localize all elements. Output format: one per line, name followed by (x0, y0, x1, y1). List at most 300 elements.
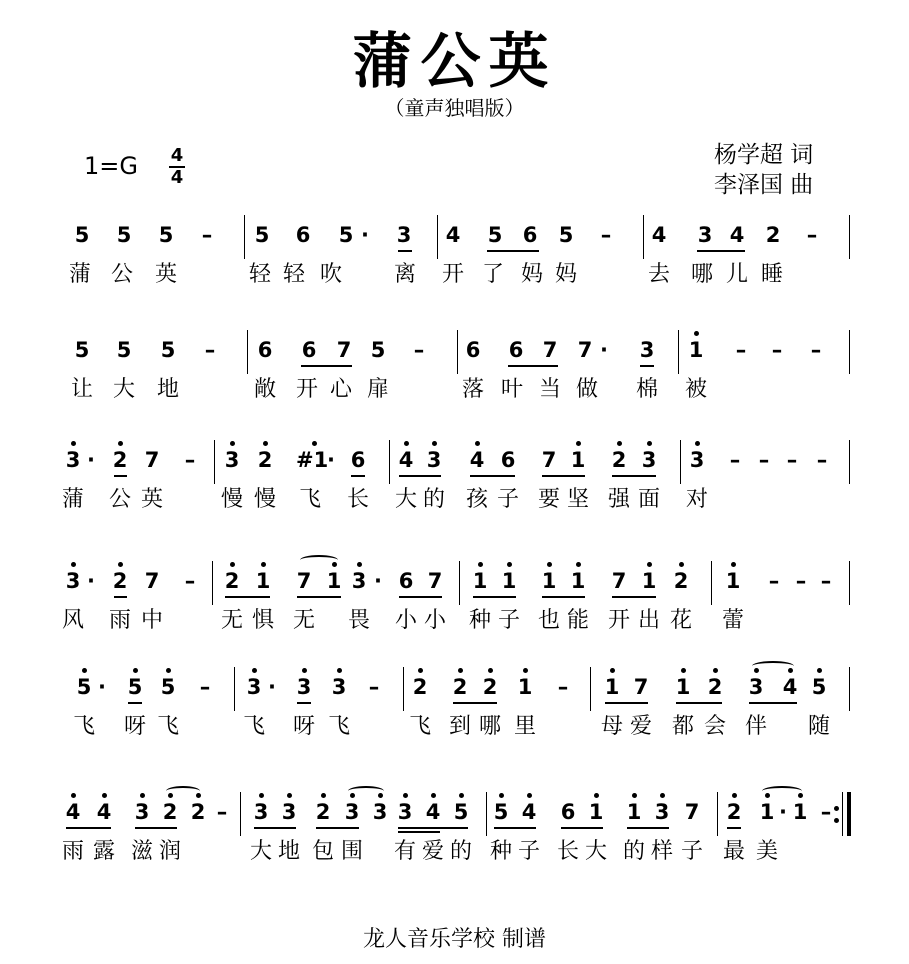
note: 4 (65, 800, 81, 824)
lyric-char: 出 (637, 608, 660, 633)
note: 7 (296, 569, 312, 593)
lyric-char: 包 (311, 839, 334, 864)
beam-underline (494, 827, 536, 829)
dotted-note-dot: · (98, 675, 106, 699)
note: 2 (707, 675, 723, 699)
lyric-char: 强 (607, 487, 630, 512)
note: 6 (508, 338, 524, 362)
beam-underline (727, 827, 741, 829)
sustain-dash: – (795, 569, 807, 593)
lyric-char: 大 (249, 839, 272, 864)
lyric-char: 能 (566, 608, 589, 633)
note: 1 (326, 569, 342, 593)
octave-dot (488, 668, 493, 673)
note: 7 (336, 338, 352, 362)
note: 3 (296, 675, 312, 699)
sustain-dash: – (413, 338, 425, 362)
sustain-dash: – (184, 569, 196, 593)
note: 5 (558, 223, 574, 247)
lyric-char: 最 (722, 839, 745, 864)
lyric-char: 到 (448, 714, 471, 739)
lyric-char: 样 (650, 839, 673, 864)
lyric-char: 大 (394, 487, 417, 512)
barline (849, 440, 850, 484)
note: 5 (338, 223, 354, 247)
beam-underline (453, 702, 497, 704)
octave-dot (527, 793, 532, 798)
sustain-dash: – (216, 800, 228, 824)
dotted-note-dot: · (87, 569, 95, 593)
octave-dot (788, 668, 793, 673)
beam-underline (399, 475, 441, 477)
barline (678, 330, 679, 374)
beam-underline (135, 827, 177, 829)
beam-underline (508, 365, 558, 367)
lyric-char: 子 (680, 839, 703, 864)
notation-row (0, 792, 909, 912)
octave-dot (732, 793, 737, 798)
beam-underline (542, 596, 585, 598)
note: 7 (542, 338, 558, 362)
lyric-char: 面 (637, 487, 660, 512)
note: 3 (396, 223, 412, 247)
lyric-char: 扉 (366, 377, 389, 402)
lyric-char: 儿 (725, 262, 748, 287)
lyric-char: 子 (517, 839, 540, 864)
beam-underline (640, 365, 654, 367)
octave-dot (660, 793, 665, 798)
note: 3 (639, 338, 655, 362)
barline (457, 330, 458, 374)
octave-dot (140, 793, 145, 798)
note: 2 (257, 448, 273, 472)
lyric-char: 坚 (566, 487, 589, 512)
octave-dot (71, 793, 76, 798)
note: 1 (541, 569, 557, 593)
note: 3 (65, 448, 81, 472)
note: 3 (281, 800, 297, 824)
note: 5 (493, 800, 509, 824)
octave-dot (647, 562, 652, 567)
lyric-char: 妈 (554, 262, 577, 287)
octave-dot (230, 562, 235, 567)
song-title: 蒲公英 (352, 27, 557, 97)
beam-underline (612, 475, 656, 477)
lyric-char: 当 (538, 377, 561, 402)
note: 1 (792, 800, 808, 824)
lyric-char: 被 (684, 377, 707, 402)
note: 5 (116, 223, 132, 247)
note: 5 (74, 223, 90, 247)
lyric-char: 无 (220, 608, 243, 633)
lyric-char: 蒲 (61, 487, 84, 512)
octave-dot (507, 562, 512, 567)
note: 5 (74, 338, 90, 362)
octave-dot (133, 668, 138, 673)
beam-underline (473, 596, 516, 598)
note: 7 (427, 569, 443, 593)
octave-dot (378, 793, 383, 798)
note: 3 (748, 675, 764, 699)
note: 7 (633, 675, 649, 699)
lyric-char: 风 (61, 608, 84, 633)
note: 5 (158, 223, 174, 247)
barline (849, 330, 850, 374)
note: 2 (673, 569, 689, 593)
note: 5 (453, 800, 469, 824)
note: 2 (726, 800, 742, 824)
note: 3 (246, 675, 262, 699)
lyric-char: 飞 (156, 714, 179, 739)
note: 3 (397, 800, 413, 824)
octave-dot (431, 793, 436, 798)
lyric-char: 做 (575, 377, 598, 402)
lyric-char: 子 (496, 487, 519, 512)
octave-dot (432, 441, 437, 446)
beam-underline (254, 827, 296, 829)
barline (680, 440, 681, 484)
note: 2 (452, 675, 468, 699)
note: 1 (604, 675, 620, 699)
barline (717, 792, 718, 836)
dotted-note-dot: · (361, 223, 369, 247)
note: 1 (641, 569, 657, 593)
note: 3 (697, 223, 713, 247)
beam-underline (128, 702, 142, 704)
beam-underline (398, 250, 412, 252)
barline (849, 667, 850, 711)
sustain-dash: – (199, 675, 211, 699)
octave-dot (679, 562, 684, 567)
note: 5 (370, 338, 386, 362)
lyric-char: 雨 (61, 839, 84, 864)
lyric-char: 美 (755, 839, 778, 864)
sustain-dash: – (600, 223, 612, 247)
note: 3 (134, 800, 150, 824)
sustain-dash: – (368, 675, 380, 699)
lyricist-credit: 杨学超 词 (714, 142, 814, 168)
sustain-dash: – (768, 569, 780, 593)
lyric-char: 的 (422, 487, 445, 512)
lyric-char: 叶 (500, 377, 523, 402)
lyric-char: 爱 (421, 839, 444, 864)
beam-underline (316, 827, 359, 829)
octave-dot (694, 331, 699, 336)
lyric-char: 要 (537, 487, 560, 512)
note: 1 (472, 569, 488, 593)
sustain-dash: – (771, 338, 783, 362)
note: 7 (144, 448, 160, 472)
beam-underline (225, 596, 270, 598)
beam-underline (114, 596, 127, 598)
note: 1 (626, 800, 642, 824)
beam-underline (470, 475, 515, 477)
octave-dot (713, 668, 718, 673)
lyric-char: 的 (449, 839, 472, 864)
lyric-char: 飞 (327, 714, 350, 739)
barline (403, 667, 404, 711)
lyric-char: 也 (537, 608, 560, 633)
octave-dot (695, 441, 700, 446)
octave-dot (478, 562, 483, 567)
sustain-dash: – (820, 800, 832, 824)
barline (849, 561, 850, 605)
dotted-note-dot: · (268, 675, 276, 699)
composer-credit: 李泽国 曲 (714, 172, 814, 198)
lyric-char: 开 (607, 608, 630, 633)
octave-dot (765, 793, 770, 798)
sustain-dash: – (810, 338, 822, 362)
note: 1 (570, 448, 586, 472)
dotted-note-dot: · (374, 569, 382, 593)
octave-dot (499, 793, 504, 798)
beam-underline (676, 702, 722, 704)
note: 1 (675, 675, 691, 699)
lyric-char: 蕾 (721, 608, 744, 633)
octave-dot (681, 668, 686, 673)
sustain-dash: – (557, 675, 569, 699)
octave-dot (404, 441, 409, 446)
octave-dot (647, 441, 652, 446)
octave-dot (798, 793, 803, 798)
lyric-char: 去 (647, 262, 670, 287)
beam-underline (561, 827, 603, 829)
note: 2 (765, 223, 781, 247)
lyric-char: 中 (140, 608, 163, 633)
octave-dot (261, 562, 266, 567)
barline (389, 440, 390, 484)
note: #1 (296, 448, 329, 472)
lyric-char: 长 (346, 487, 369, 512)
lyric-char: 慢 (253, 487, 276, 512)
footer-credit: 龙人音乐学校 制谱 (363, 927, 546, 952)
note: 6 (560, 800, 576, 824)
lyric-char: 飞 (408, 714, 431, 739)
note: 1 (501, 569, 517, 593)
beam-underline (66, 827, 111, 829)
note: 2 (412, 675, 428, 699)
octave-dot (263, 441, 268, 446)
barline (590, 667, 591, 711)
note: 3 (253, 800, 269, 824)
lyric-char: 随 (807, 714, 830, 739)
notation-row (0, 667, 909, 787)
lyric-char: 心 (329, 377, 352, 402)
final-barline-thin (842, 792, 843, 836)
barline (244, 215, 245, 259)
octave-dot (168, 793, 173, 798)
lyric-char: 哪 (478, 714, 501, 739)
octave-dot (102, 793, 107, 798)
lyric-char: 呀 (123, 714, 146, 739)
octave-dot (332, 562, 337, 567)
octave-dot (118, 441, 123, 446)
beam-underline (351, 475, 365, 477)
beam-underline (697, 250, 745, 252)
sustain-dash: – (204, 338, 216, 362)
note: 1 (759, 800, 775, 824)
octave-dot (403, 793, 408, 798)
note: 3 (65, 569, 81, 593)
note: 6 (350, 448, 366, 472)
meter-bottom: 4 (170, 167, 184, 188)
note: 4 (469, 448, 485, 472)
beam-underline (605, 702, 648, 704)
note: 4 (398, 448, 414, 472)
octave-dot (576, 562, 581, 567)
octave-dot (475, 441, 480, 446)
lyric-char: 润 (158, 839, 181, 864)
note: 6 (522, 223, 538, 247)
lyric-char: 大 (584, 839, 607, 864)
lyric-char: 都 (671, 714, 694, 739)
octave-dot (259, 793, 264, 798)
key-signature: 1=G (84, 152, 138, 180)
lyric-char: 离 (393, 262, 416, 287)
dotted-note-dot: · (779, 800, 787, 824)
beam-underline (627, 827, 669, 829)
barline (437, 215, 438, 259)
octave-dot (547, 562, 552, 567)
note: 5 (127, 675, 143, 699)
sustain-dash: – (184, 448, 196, 472)
octave-dot (71, 441, 76, 446)
octave-dot (754, 668, 759, 673)
note: 6 (257, 338, 273, 362)
note: 5 (116, 338, 132, 362)
lyric-char: 长 (556, 839, 579, 864)
octave-dot (731, 562, 736, 567)
sustain-dash: – (758, 448, 770, 472)
note: 4 (782, 675, 798, 699)
lyric-char: 孩 (465, 487, 488, 512)
lyric-char: 有 (393, 839, 416, 864)
octave-dot (230, 441, 235, 446)
note: 4 (425, 800, 441, 824)
beam-underline (297, 596, 341, 598)
note: 6 (301, 338, 317, 362)
beam-underline (487, 250, 539, 252)
notation-row (0, 215, 909, 335)
sustain-dash: – (735, 338, 747, 362)
beam-underline (301, 365, 352, 367)
note: 4 (521, 800, 537, 824)
note: 4 (651, 223, 667, 247)
note: 2 (190, 800, 206, 824)
dotted-note-dot: · (327, 448, 335, 472)
lyric-char: 让 (70, 377, 93, 402)
note: 6 (398, 569, 414, 593)
lyric-char: 落 (461, 377, 484, 402)
lyric-char: 棉 (635, 377, 658, 402)
sustain-dash: – (786, 448, 798, 472)
lyric-char: 妈 (520, 262, 543, 287)
octave-dot (350, 793, 355, 798)
meter-top: 4 (170, 145, 184, 166)
octave-dot (196, 793, 201, 798)
octave-dot (418, 668, 423, 673)
note: 1 (725, 569, 741, 593)
octave-dot (118, 562, 123, 567)
note: 3 (351, 569, 367, 593)
octave-dot (610, 668, 615, 673)
lyric-char: 睡 (760, 262, 783, 287)
barline (849, 215, 850, 259)
note: 7 (541, 448, 557, 472)
lyric-char: 种 (489, 839, 512, 864)
beam-underline (749, 702, 797, 704)
note: 2 (112, 569, 128, 593)
time-signature (168, 146, 186, 188)
lyric-char: 开 (295, 377, 318, 402)
octave-dot (82, 668, 87, 673)
note: 2 (112, 448, 128, 472)
note: 2 (611, 448, 627, 472)
lyric-char: 无 (292, 608, 315, 633)
lyric-char: 露 (92, 839, 115, 864)
note: 1 (517, 675, 533, 699)
lyric-char: 地 (277, 839, 300, 864)
octave-dot (458, 668, 463, 673)
octave-dot (312, 441, 317, 446)
barline (486, 792, 487, 836)
note: 3 (372, 800, 388, 824)
beam-underline (398, 827, 468, 829)
note: 5 (811, 675, 827, 699)
lyric-char: 大 (112, 377, 135, 402)
note: 6 (465, 338, 481, 362)
sustain-dash: – (820, 569, 832, 593)
note: 7 (684, 800, 700, 824)
lyric-char: 了 (481, 262, 504, 287)
octave-dot (302, 668, 307, 673)
note: 3 (224, 448, 240, 472)
note: 6 (500, 448, 516, 472)
octave-dot (252, 668, 257, 673)
note: 5 (160, 338, 176, 362)
lyric-char: 地 (156, 377, 179, 402)
note: 7 (577, 338, 593, 362)
lyric-char: 会 (703, 714, 726, 739)
octave-dot (287, 793, 292, 798)
octave-dot (459, 793, 464, 798)
note: 4 (96, 800, 112, 824)
lyric-char: 畏 (347, 608, 370, 633)
barline (240, 792, 241, 836)
note: 5 (487, 223, 503, 247)
lyric-char: 英 (140, 487, 163, 512)
lyric-char: 花 (669, 608, 692, 633)
sustain-dash: – (201, 223, 213, 247)
lyric-char: 慢 (220, 487, 243, 512)
note: 2 (315, 800, 331, 824)
lyric-char: 小 (423, 608, 446, 633)
note: 3 (689, 448, 705, 472)
lyric-char: 英 (154, 262, 177, 287)
barline (643, 215, 644, 259)
note: 1 (255, 569, 271, 593)
lyric-char: 公 (108, 487, 131, 512)
barline (711, 561, 712, 605)
lyric-char: 吹 (319, 262, 342, 287)
note: 2 (482, 675, 498, 699)
note: 1 (570, 569, 586, 593)
octave-dot (523, 668, 528, 673)
lyric-char: 爱 (629, 714, 652, 739)
beam-underline (612, 596, 656, 598)
sustain-dash: – (806, 223, 818, 247)
note: 3 (331, 675, 347, 699)
